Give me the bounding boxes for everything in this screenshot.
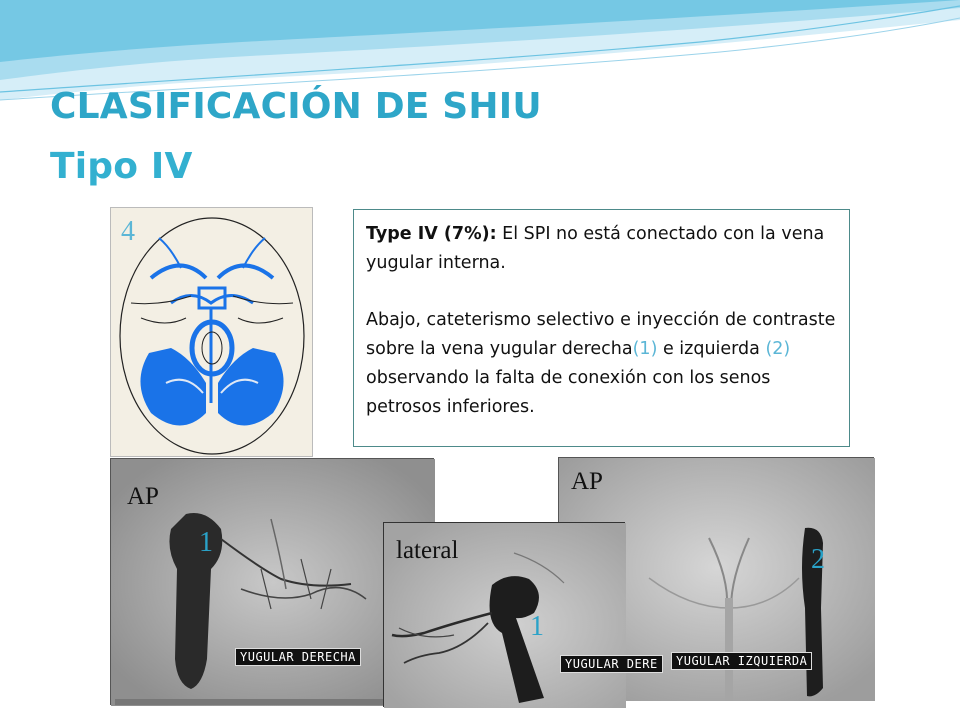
description-text-2a: Abajo, cateterismo selectivo e inyección de contraste sobre la vena yugular derecha — [366, 310, 836, 359]
xray-left-plate: YUGULAR DERECHA — [235, 648, 361, 666]
xray-middle-plate: YUGULAR DERE — [560, 655, 663, 673]
type-label: Type IV (7%): — [366, 224, 497, 244]
xray-right-plate: YUGULAR IZQUIERDA — [671, 652, 812, 670]
page-title: CLASIFICACIÓN DE SHIU — [50, 86, 542, 127]
xray-left-number: 1 — [199, 527, 213, 558]
ref-1-highlight: (1) — [632, 339, 658, 359]
description-text-1: El SPI no está conectado con la vena yugular interna. — [366, 224, 825, 273]
xray-right-view-label: AP — [571, 468, 603, 495]
page-subtitle: Tipo IV — [50, 146, 193, 187]
description-paragraph-2 — [366, 306, 837, 422]
diagram-number: 4 — [121, 216, 135, 247]
xray-lateral — [383, 522, 658, 707]
description-text-2c: observando la falta de conexión con los senos petrosos inferiores. — [366, 368, 771, 417]
xray-left-view-label: AP — [127, 483, 159, 510]
ref-2-highlight: (2) — [765, 339, 791, 359]
diagram-drawing — [111, 208, 314, 458]
description-box — [353, 209, 850, 447]
xray-middle-view-label: lateral — [396, 537, 459, 564]
venous-sinus-diagram — [110, 207, 313, 457]
description-paragraph-1 — [366, 220, 837, 278]
description-text-2b: e izquierda — [657, 339, 766, 359]
xray-right-number: 2 — [811, 544, 825, 575]
xray-middle-number: 1 — [530, 611, 544, 642]
